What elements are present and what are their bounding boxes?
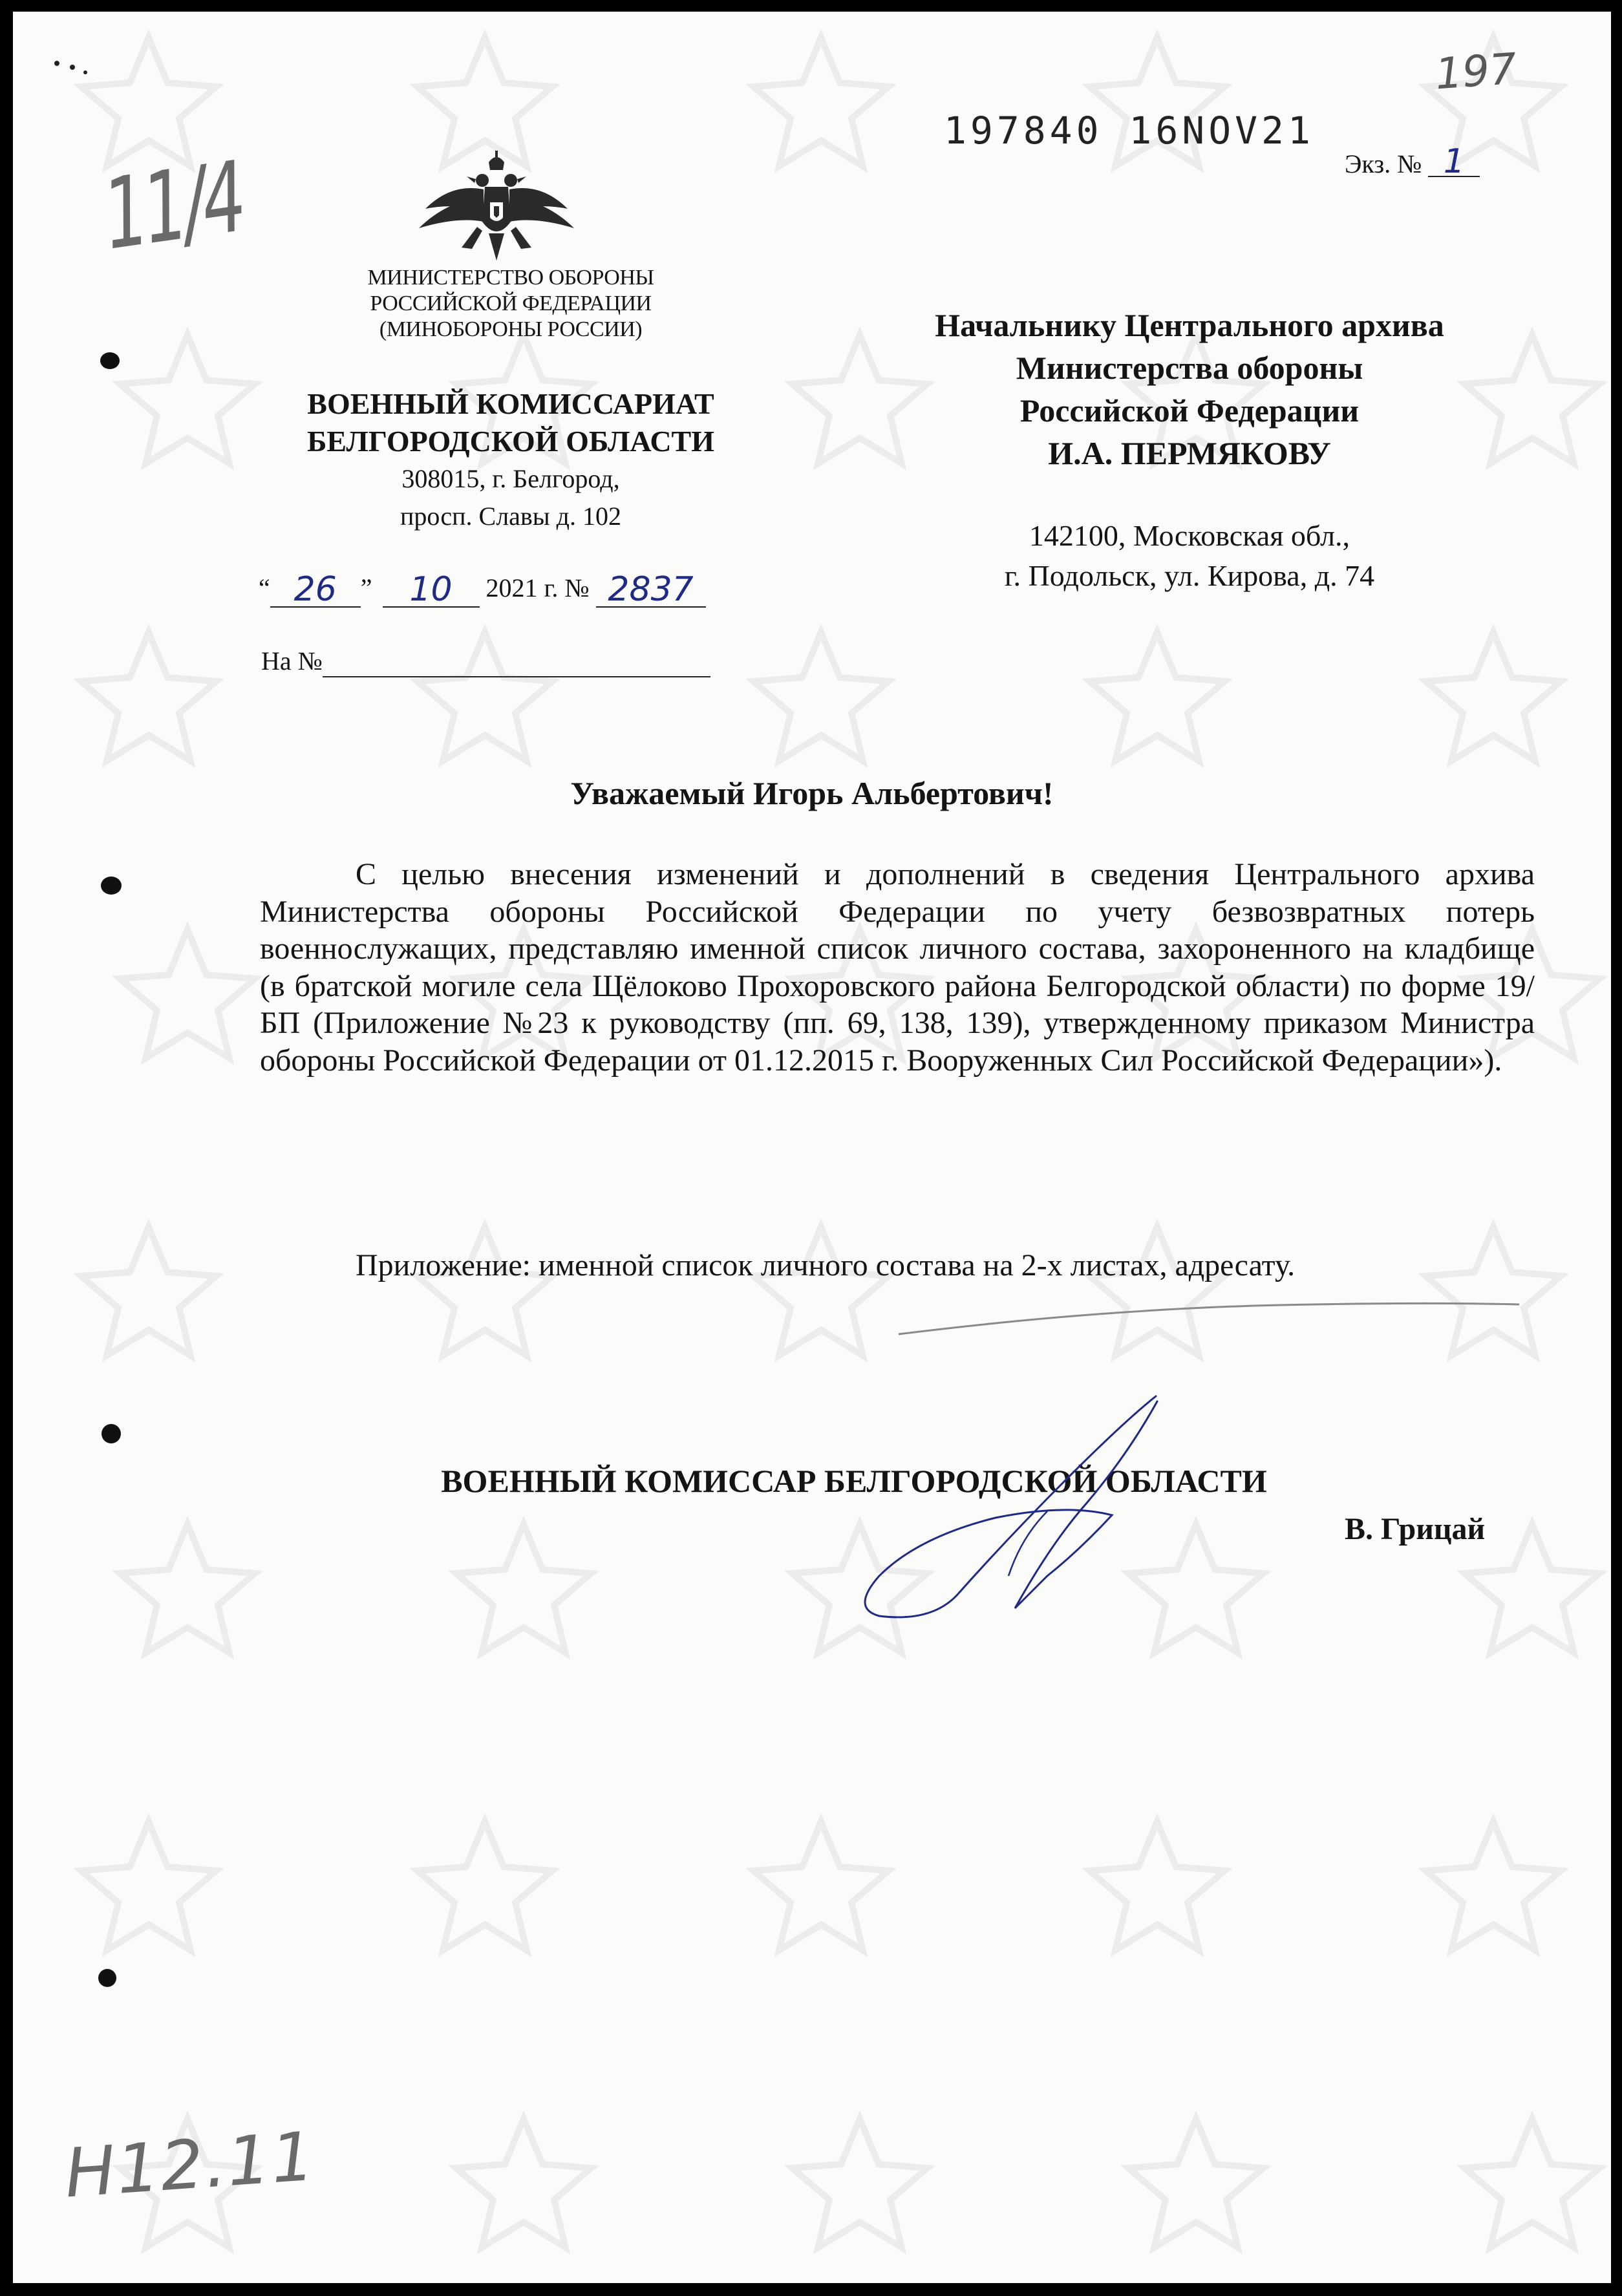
copy-value: 1 bbox=[1428, 147, 1480, 177]
pencil-line bbox=[892, 1292, 1526, 1343]
sender-block bbox=[233, 385, 789, 535]
watermark-star bbox=[417, 37, 552, 166]
signer-title: ВОЕННЫЙ КОМИССАР БЕЛГОРОДСКОЙ ОБЛАСТИ bbox=[441, 1463, 1267, 1499]
outgoing-date-number bbox=[259, 569, 827, 608]
registration-stamp: 197840 16NOV21 bbox=[944, 109, 1314, 153]
watermark-star bbox=[1425, 632, 1561, 761]
signer-name: В. Грицай bbox=[1345, 1512, 1486, 1546]
sender-name-line: БЕЛГОРОДСКОЙ ОБЛАСТИ bbox=[306, 425, 715, 458]
outgoing-number-value: 2837 bbox=[608, 570, 694, 609]
reference-label: На № bbox=[261, 646, 323, 675]
addressee-address bbox=[834, 516, 1545, 596]
date-month-value: 10 bbox=[409, 570, 453, 609]
sender-address-line: просп. Славы д. 102 bbox=[400, 502, 622, 531]
ministry-line: (МИНОБОРОНЫ РОССИИ) bbox=[379, 317, 643, 341]
date-close-quote: ” bbox=[360, 573, 372, 602]
sender-address bbox=[233, 460, 789, 535]
watermark-star bbox=[753, 1227, 888, 1355]
watermark-star bbox=[1089, 1822, 1224, 1950]
date-day-value: 26 bbox=[293, 570, 337, 609]
ministry-header bbox=[284, 265, 737, 343]
copy-label: Экз. № bbox=[1345, 149, 1422, 178]
addressee-line: Российской Федерации bbox=[1019, 392, 1360, 429]
watermark-star bbox=[792, 2119, 927, 2248]
watermark-star bbox=[753, 632, 888, 761]
addressee-address-line: г. Подольск, ул. Кирова, д. 74 bbox=[1004, 559, 1375, 592]
addressee-line: Начальнику Центрального архива bbox=[935, 307, 1444, 343]
watermark-star bbox=[1089, 632, 1224, 761]
watermark-star bbox=[753, 37, 888, 166]
copy-number bbox=[1345, 142, 1480, 181]
addressee-block bbox=[834, 304, 1545, 596]
watermark-star bbox=[417, 1227, 552, 1355]
watermark-star bbox=[1128, 2119, 1263, 2248]
watermark-star bbox=[1425, 1822, 1561, 1950]
addressee-line: Министерства обороны bbox=[1016, 350, 1363, 386]
bottom-left-handwritten-mark: Н12.11 bbox=[62, 2116, 318, 2213]
watermark-star bbox=[1464, 2119, 1599, 2248]
date-open-quote: “ bbox=[259, 573, 270, 602]
top-left-handwritten-mark: 11/4 bbox=[97, 141, 250, 272]
watermark-star bbox=[456, 2119, 591, 2248]
punch-hole-icon bbox=[13, 12, 142, 2283]
signature-icon bbox=[853, 1382, 1190, 1628]
date-month-field bbox=[383, 570, 480, 609]
document-page bbox=[13, 12, 1611, 2283]
emblem-icon bbox=[400, 151, 593, 267]
salutation: Уважаемый Игорь Альбертович! bbox=[570, 775, 1054, 811]
date-day-field bbox=[270, 570, 361, 609]
reference-line bbox=[261, 645, 710, 677]
ministry-line: РОССИЙСКОЙ ФЕДЕРАЦИИ bbox=[370, 292, 652, 315]
reference-blank bbox=[323, 653, 710, 677]
watermark-star bbox=[417, 1822, 552, 1950]
letter-body: С целью внесения изменений и дополнений в сведения Центрального архива Министерства обороны Российской Федерации по учету безвозвратных потерь военнослужащих, представляю именной список личного состава, захороненного на кладбище (в братской могиле села Щёлоково Прохоровского района Белгородской области) по форме 19/БП (Приложение №23 к руководству (пп. 69, 138, 139), утвержденному приказом Министра обороны Российской Федерации от 01.12.2015 г. Вооруженных Сил Российской Федерации»). bbox=[260, 857, 1535, 1078]
date-year-label: 2021 г. № bbox=[486, 573, 590, 602]
addressee-title bbox=[834, 304, 1545, 474]
addressee-line: И.А. ПЕРМЯКОВУ bbox=[1048, 435, 1331, 471]
sender-address-line: 308015, г. Белгород, bbox=[401, 464, 620, 493]
addressee-address-line: 142100, Московская обл., bbox=[1029, 519, 1350, 552]
page-number-handwritten: 197 bbox=[1433, 43, 1519, 100]
sender-name bbox=[233, 385, 789, 460]
watermark-star bbox=[753, 1822, 888, 1950]
ministry-line: МИНИСТЕРСТВО ОБОРОНЫ bbox=[367, 266, 654, 290]
attachment-note: Приложение: именной список личного состава на 2-х листах, адресату. bbox=[356, 1248, 1296, 1282]
watermark-star bbox=[456, 1524, 591, 1653]
outgoing-number-field bbox=[596, 570, 706, 609]
sender-name-line: ВОЕННЫЙ КОМИССАРИАТ bbox=[307, 387, 714, 420]
